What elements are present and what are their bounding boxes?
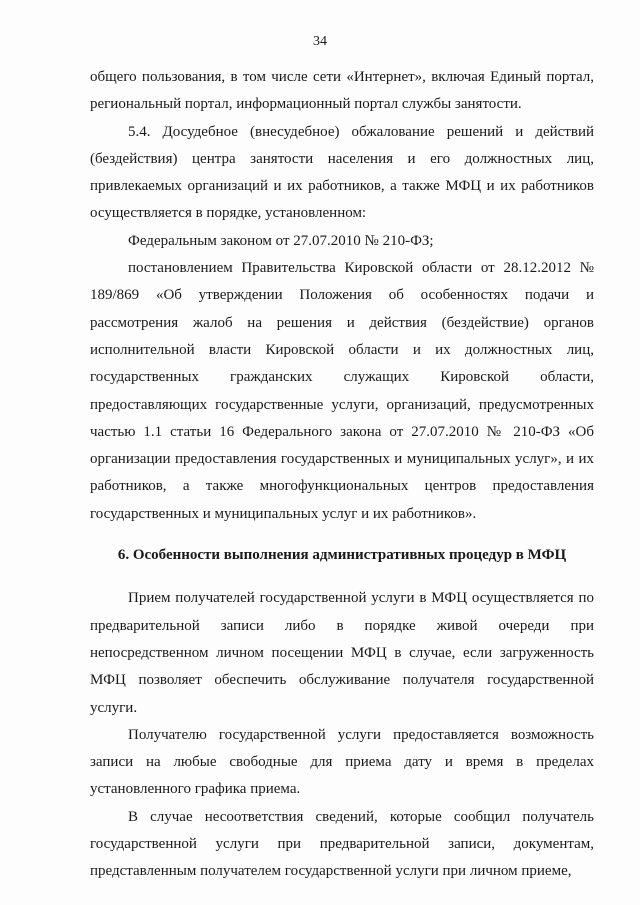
paragraph-federal-law: Федеральным законом от 27.07.2010 № 210-ФЗ; bbox=[128, 232, 434, 249]
paragraph-appointment: Получателю государственной услуги предоставляется возможность записи на любые свободные для приема дату и время в пределах установленного графика приема. bbox=[90, 726, 594, 798]
paragraph-continuation: общего пользования, в том числе сети «Интернет», включая Единый портал, региональный портал, информационный портал службы занятости. bbox=[90, 69, 594, 113]
paragraph-discrepancy: В случае несоответствия сведений, которые сообщил получатель государственной услуги при предварительной записи, документам, представленным получателем государственной услуги при личном приеме, bbox=[90, 808, 594, 880]
paragraph-government-decree: постановлением Правительства Кировской области от 28.12.2012 № 189/869 «Об утверждении Положения об особенностях подачи и рассмотрения жалоб на решения и действия (бездействие) органов исполнительной власти Кировской области и их должностных лиц, государственных гражданских служащих Кировской области, предоставляющих государственные услуги, организаций, предусмотренных частью 1.1 статьи 16 Федерального закона от 27.07.2010 № 210-ФЗ «Об организации предоставления государственных и муниципальных услуг», и их работников, а также многофункциональных центров предоставления государственных и муниципальных услуг и их работников». bbox=[90, 260, 594, 522]
document-body bbox=[90, 64, 594, 886]
paragraph-reception: Прием получателей государственной услуги в МФЦ осуществляется по предварительной записи либо в порядке живой очереди при непосредственном личном посещении МФЦ в случае, если загруженность МФЦ позволяет обеспечить обслуживание получателя государственной услуги. bbox=[90, 590, 594, 716]
section-heading-6: 6. Особенности выполнения административных процедур в МФЦ bbox=[117, 547, 567, 564]
page-number: 34 bbox=[313, 34, 327, 49]
paragraph-5-4: 5.4. Досудебное (внесудебное) обжалование решений и действий (бездействия) центра занятости населения и его должностных лиц, привлекаемых организаций и их работников, а также МФЦ и их работников осуществляется в порядке, установленном: bbox=[90, 123, 594, 222]
